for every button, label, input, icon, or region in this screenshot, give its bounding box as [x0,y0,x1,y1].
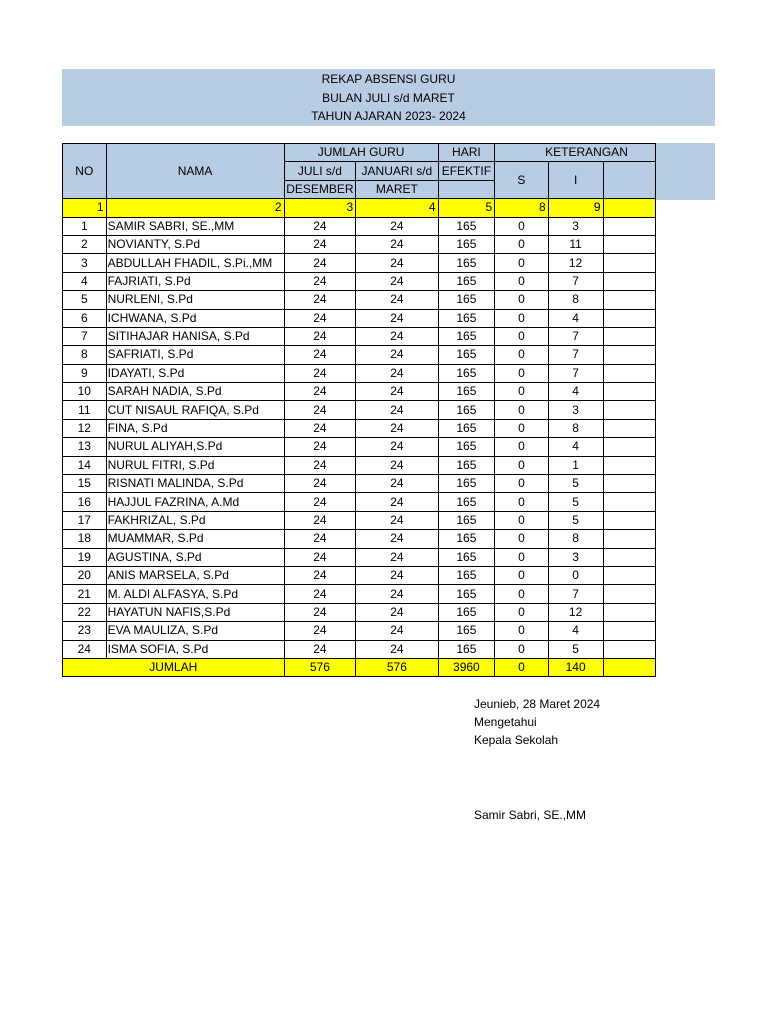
row-januari: 24 [356,475,438,493]
row-blank [603,272,655,290]
row-januari: 24 [356,585,438,603]
row-januari: 24 [356,493,438,511]
row-blank [603,622,655,640]
row-blank [603,254,655,272]
row-blank [603,364,655,382]
row-s: 0 [495,272,548,290]
row-nama: CUT NISAUL RAFIQA, S.Pd [106,401,284,419]
row-s: 0 [495,585,548,603]
row-juli: 24 [284,254,356,272]
row-nama: ICHWANA, S.Pd [106,309,284,327]
table-row [63,493,656,511]
row-nama: M. ALDI ALFASYA, S.Pd [106,585,284,603]
row-hari-efektif: 165 [438,548,495,566]
report-title: REKAP ABSENSI GURU [321,72,456,86]
row-hari-efektif: 165 [438,346,495,364]
table-row [63,272,656,290]
row-i: 12 [548,254,603,272]
row-i: 7 [548,346,603,364]
table-row [63,475,656,493]
row-januari: 24 [356,346,438,364]
row-no: 2 [63,235,107,253]
row-no: 21 [63,585,107,603]
row-s: 0 [495,640,548,658]
row-i: 8 [548,530,603,548]
row-juli: 24 [284,475,356,493]
row-blank [603,438,655,456]
row-blank [603,475,655,493]
report-period: BULAN JULI s/d MARET [322,90,455,105]
row-hari-efektif: 165 [438,291,495,309]
index-cell: 5 [438,199,495,217]
row-blank [603,530,655,548]
row-hari-efektif: 165 [438,235,495,253]
header-fill-extension [655,143,715,200]
row-i: 12 [548,603,603,621]
row-nama: FAJRIATI, S.Pd [106,272,284,290]
table-row [63,530,656,548]
row-i: 7 [548,585,603,603]
row-i: 8 [548,291,603,309]
row-i: 1 [548,456,603,474]
row-s: 0 [495,456,548,474]
column-index-row [63,199,656,217]
index-cell-blank [603,199,655,217]
row-januari: 24 [356,438,438,456]
table-row [63,640,656,658]
row-i: 4 [548,438,603,456]
index-cell: 9 [548,199,603,217]
row-nama: FINA, S.Pd [106,419,284,437]
row-nama: HAYATUN NAFIS,S.Pd [106,603,284,621]
signature-place-date: Jeunieb, 28 Maret 2024 [474,697,601,711]
row-juli: 24 [284,364,356,382]
row-hari-efektif: 165 [438,456,495,474]
col-header-hidden [603,162,655,199]
row-i: 3 [548,217,603,235]
total-row [63,658,656,676]
col-header-januari-top: JANUARI s/d [356,162,438,180]
index-cell: 1 [63,199,107,217]
row-hari-efektif: 165 [438,419,495,437]
row-s: 0 [495,364,548,382]
row-blank [603,327,655,345]
row-no: 22 [63,603,107,621]
row-blank [603,548,655,566]
row-i: 0 [548,566,603,584]
table-row [63,622,656,640]
row-januari: 24 [356,548,438,566]
row-blank [603,419,655,437]
row-juli: 24 [284,603,356,621]
total-juli: 576 [284,658,356,676]
index-cell: 4 [356,199,438,217]
row-blank [603,383,655,401]
table-row [63,346,656,364]
row-no: 24 [63,640,107,658]
col-header-juli-top: JULI s/d [284,162,356,180]
row-blank [603,235,655,253]
table-row [63,585,656,603]
row-no: 5 [63,291,107,309]
row-juli: 24 [284,419,356,437]
row-s: 0 [495,530,548,548]
row-hari-efektif: 165 [438,254,495,272]
col-header-efektif: EFEKTIF [438,162,495,180]
attendance-sheet [62,143,656,678]
row-hari-efektif: 165 [438,217,495,235]
row-i: 8 [548,419,603,437]
row-i: 5 [548,640,603,658]
row-no: 13 [63,438,107,456]
row-nama: SITIHAJAR HANISA, S.Pd [106,327,284,345]
row-juli: 24 [284,640,356,658]
row-juli: 24 [284,383,356,401]
row-i: 3 [548,548,603,566]
row-i: 7 [548,364,603,382]
row-i: 5 [548,493,603,511]
row-januari: 24 [356,511,438,529]
row-i: 5 [548,475,603,493]
row-nama: ISMA SOFIA, S.Pd [106,640,284,658]
row-nama: SAFRIATI, S.Pd [106,346,284,364]
row-hari-efektif: 165 [438,327,495,345]
row-blank [603,566,655,584]
row-s: 0 [495,291,548,309]
attendance-table [62,143,656,677]
row-s: 0 [495,603,548,621]
row-januari: 24 [356,401,438,419]
row-nama: NURLENI, S.Pd [106,291,284,309]
row-no: 23 [63,622,107,640]
row-blank [603,291,655,309]
signature-acknowledged: Mengetahui [474,715,537,729]
row-januari: 24 [356,217,438,235]
row-s: 0 [495,235,548,253]
row-i: 4 [548,622,603,640]
row-hari-efektif: 165 [438,475,495,493]
row-juli: 24 [284,622,356,640]
row-blank [603,401,655,419]
row-no: 8 [63,346,107,364]
row-juli: 24 [284,327,356,345]
row-januari: 24 [356,364,438,382]
row-i: 3 [548,401,603,419]
row-januari: 24 [356,291,438,309]
row-hari-efektif: 165 [438,364,495,382]
row-no: 3 [63,254,107,272]
col-header-nama: NAMA [106,144,284,199]
row-januari: 24 [356,254,438,272]
total-januari: 576 [356,658,438,676]
row-nama: NURUL FITRI, S.Pd [106,456,284,474]
row-blank [603,511,655,529]
row-nama: SARAH NADIA, S.Pd [106,383,284,401]
row-s: 0 [495,566,548,584]
row-nama: NURUL ALIYAH,S.Pd [106,438,284,456]
row-no: 1 [63,217,107,235]
table-row [63,511,656,529]
row-nama: NOVIANTY, S.Pd [106,235,284,253]
row-s: 0 [495,327,548,345]
row-nama: ANIS MARSELA, S.Pd [106,566,284,584]
academic-year: TAHUN AJARAN 2023- 2024 [311,109,466,123]
row-i: 5 [548,511,603,529]
col-header-hari: HARI [438,144,495,162]
row-juli: 24 [284,566,356,584]
row-blank [603,217,655,235]
row-nama: IDAYATI, S.Pd [106,364,284,382]
row-i: 7 [548,272,603,290]
row-no: 20 [63,566,107,584]
row-januari: 24 [356,383,438,401]
row-januari: 24 [356,530,438,548]
index-cell: 8 [495,199,548,217]
table-row [63,603,656,621]
table-row [63,364,656,382]
row-juli: 24 [284,217,356,235]
row-s: 0 [495,217,548,235]
row-januari: 24 [356,622,438,640]
report-title-block [62,69,715,126]
table-row [63,254,656,272]
row-blank [603,603,655,621]
row-juli: 24 [284,493,356,511]
row-s: 0 [495,309,548,327]
row-hari-efektif: 165 [438,383,495,401]
row-no: 9 [63,364,107,382]
row-juli: 24 [284,401,356,419]
row-nama: FAKHRIZAL, S.Pd [106,511,284,529]
col-header-jumlah-guru: JUMLAH GURU [284,144,438,162]
row-no: 18 [63,530,107,548]
row-hari-efektif: 165 [438,493,495,511]
row-no: 14 [63,456,107,474]
row-i: 11 [548,235,603,253]
table-row [63,235,656,253]
col-header-januari-bottom: MARET [356,180,438,198]
table-row [63,456,656,474]
row-s: 0 [495,383,548,401]
row-januari: 24 [356,419,438,437]
row-s: 0 [495,548,548,566]
total-hari: 3960 [438,658,495,676]
table-row [63,566,656,584]
row-hari-efektif: 165 [438,530,495,548]
row-nama: EVA MAULIZA, S.Pd [106,622,284,640]
row-januari: 24 [356,309,438,327]
row-i: 7 [548,327,603,345]
row-juli: 24 [284,456,356,474]
row-nama: RISNATI MALINDA, S.Pd [106,475,284,493]
row-no: 16 [63,493,107,511]
row-no: 6 [63,309,107,327]
row-s: 0 [495,622,548,640]
row-juli: 24 [284,585,356,603]
row-no: 11 [63,401,107,419]
table-row [63,419,656,437]
row-hari-efektif: 165 [438,622,495,640]
row-nama: AGUSTINA, S.Pd [106,548,284,566]
row-juli: 24 [284,530,356,548]
row-hari-efektif: 165 [438,272,495,290]
row-no: 4 [63,272,107,290]
col-header-juli-bottom: DESEMBER [284,180,356,198]
row-hari-efektif: 165 [438,566,495,584]
row-juli: 24 [284,309,356,327]
row-nama: HAJJUL FAZRINA, A.Md [106,493,284,511]
row-nama: SAMIR SABRI, SE.,MM [106,217,284,235]
row-no: 17 [63,511,107,529]
total-label: JUMLAH [63,658,285,676]
row-juli: 24 [284,438,356,456]
index-cell: 3 [284,199,356,217]
col-header-keterangan: KETERANGAN [495,144,656,162]
row-no: 15 [63,475,107,493]
row-blank [603,640,655,658]
row-blank [603,346,655,364]
total-s: 0 [495,658,548,676]
row-no: 12 [63,419,107,437]
row-s: 0 [495,511,548,529]
row-s: 0 [495,346,548,364]
row-i: 4 [548,383,603,401]
row-juli: 24 [284,235,356,253]
row-januari: 24 [356,566,438,584]
col-header-no: NO [63,144,107,199]
row-juli: 24 [284,291,356,309]
row-hari-efektif: 165 [438,640,495,658]
table-row [63,217,656,235]
row-s: 0 [495,254,548,272]
col-header-i: I [548,162,603,199]
row-januari: 24 [356,272,438,290]
total-i: 140 [548,658,603,676]
row-s: 0 [495,401,548,419]
row-januari: 24 [356,640,438,658]
row-blank [603,493,655,511]
row-no: 10 [63,383,107,401]
index-cell: 2 [106,199,284,217]
row-juli: 24 [284,548,356,566]
row-nama: ABDULLAH FHADIL, S.Pi.,MM [106,254,284,272]
row-hari-efektif: 165 [438,585,495,603]
row-s: 0 [495,438,548,456]
row-no: 7 [63,327,107,345]
row-nama: MUAMMAR, S.Pd [106,530,284,548]
row-hari-efektif: 165 [438,309,495,327]
row-januari: 24 [356,456,438,474]
signature-role: Kepala Sekolah [474,733,559,747]
row-s: 0 [495,475,548,493]
row-hari-efektif: 165 [438,511,495,529]
row-juli: 24 [284,511,356,529]
table-row [63,438,656,456]
row-juli: 24 [284,272,356,290]
total-blank [603,658,655,676]
row-no: 19 [63,548,107,566]
col-header-efektif-blank [438,180,495,198]
signature-name: Samir Sabri, SE.,MM [474,808,587,822]
col-header-s: S [495,162,548,199]
row-hari-efektif: 165 [438,401,495,419]
row-s: 0 [495,419,548,437]
row-blank [603,585,655,603]
row-juli: 24 [284,346,356,364]
row-i: 4 [548,309,603,327]
row-hari-efektif: 165 [438,438,495,456]
table-row [63,309,656,327]
row-hari-efektif: 165 [438,603,495,621]
table-row [63,327,656,345]
table-row [63,548,656,566]
row-blank [603,456,655,474]
row-januari: 24 [356,327,438,345]
table-row [63,383,656,401]
table-row [63,401,656,419]
row-blank [603,309,655,327]
table-row [63,291,656,309]
row-januari: 24 [356,603,438,621]
row-s: 0 [495,493,548,511]
row-januari: 24 [356,235,438,253]
